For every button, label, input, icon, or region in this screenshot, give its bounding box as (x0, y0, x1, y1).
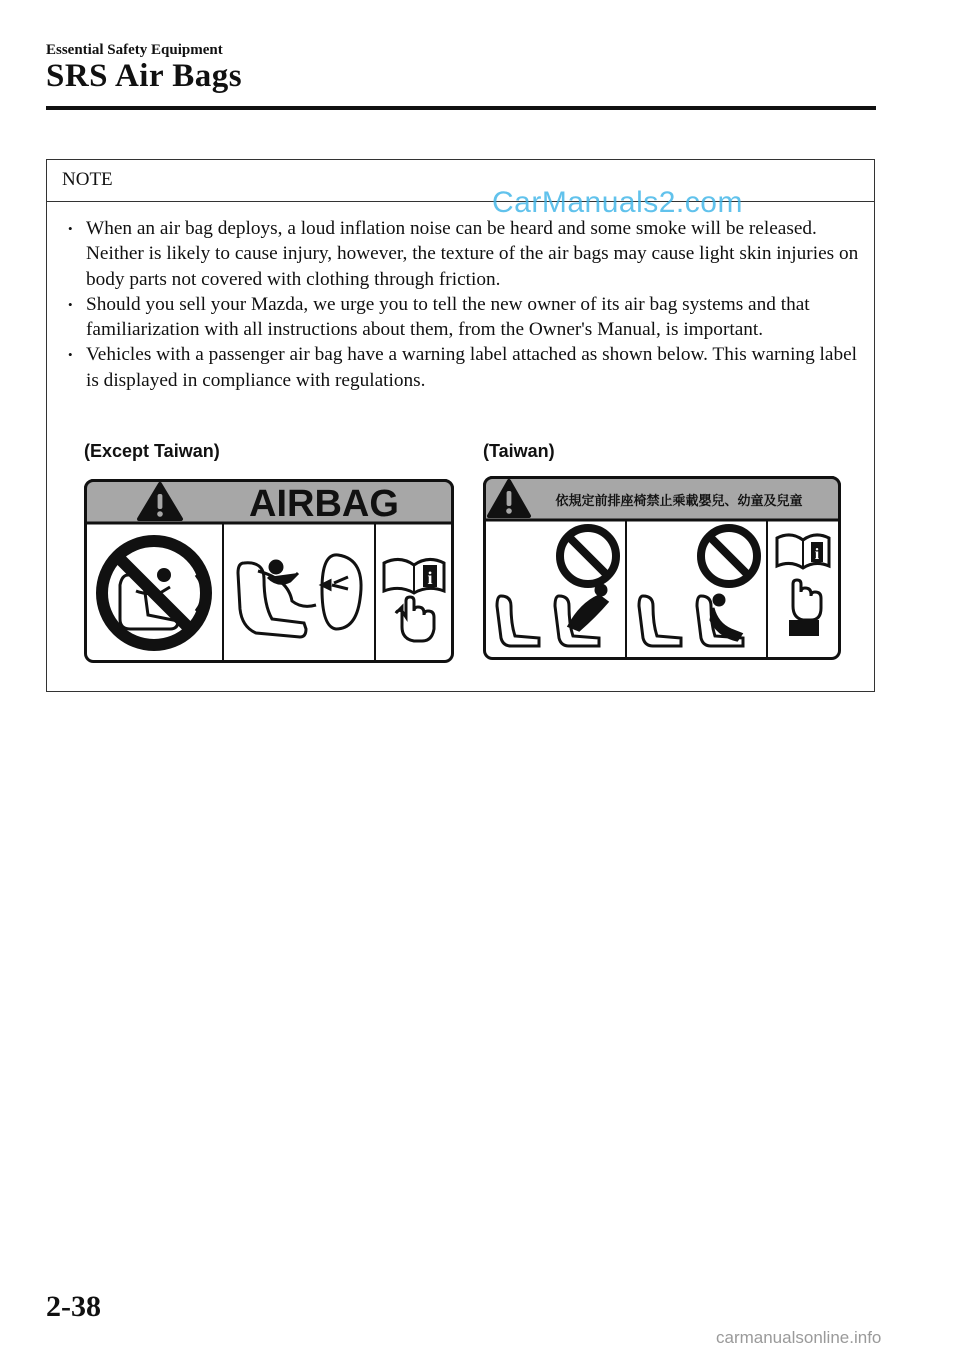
manual-info-glyph: i (427, 568, 433, 588)
no-rear-facing-child-seat-icon (96, 535, 212, 651)
note-bullet-1: • When an air bag deploys, a loud inflation noise can be heard and some smoke will be released. Neither is likely to cause injury, however, the texture of the air bags may cause light skin injuries on body parts not covered with clothing through friction. (62, 216, 862, 292)
watermark-carmanuals2: CarManuals2.com (492, 186, 743, 219)
airbag-warning-label-taiwan (483, 476, 841, 660)
section-label: Essential Safety Equipment (46, 42, 223, 58)
manual-info-glyph: i (814, 546, 820, 563)
note-header (47, 160, 874, 202)
note-heading: NOTE (62, 169, 113, 190)
caption-taiwan: (Taiwan) (483, 441, 555, 461)
note-bullet-2: • Should you sell your Mazda, we urge you to tell the new owner of its air bag systems and that familiarization with all instructions about them, from the Owner's Manual, is important. (62, 292, 862, 343)
caption-except-taiwan: (Except Taiwan) (84, 441, 220, 461)
page-number: 2-38 (46, 1290, 101, 1323)
note-bullet-3: • Vehicles with a passenger air bag have a warning label attached as shown below. This warning label is displayed in compliance with regulations. (62, 342, 862, 393)
page-title: SRS Air Bags (46, 58, 243, 94)
airbag-warning-label-except-taiwan (84, 479, 454, 663)
note-bullet-list (62, 216, 862, 393)
title-rule (46, 106, 876, 110)
footer-site-watermark: carmanualsonline.info (716, 1328, 882, 1347)
airbag-banner-text: AIRBAG (249, 483, 399, 525)
taiwan-banner-text: 依規定前排座椅禁止乘載嬰兒、幼童及兒童 (555, 494, 803, 509)
